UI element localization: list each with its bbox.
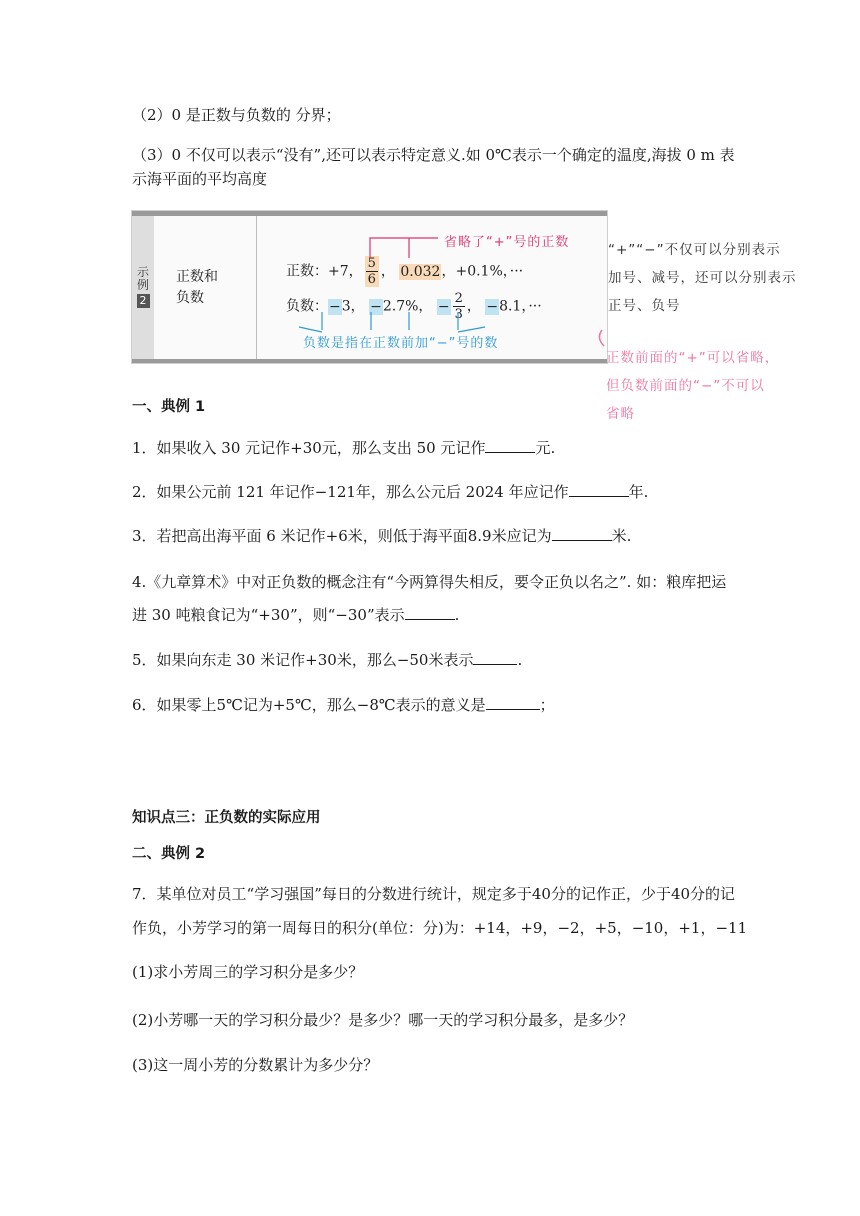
question-5-text: 5．如果向东走 30 米记作+30米，那么−50米表示 — [132, 651, 474, 669]
question-2 — [132, 482, 648, 502]
negative-sign-2: − — [370, 298, 382, 315]
example-tag-char-1: 示 — [136, 265, 149, 279]
blue-down-arrows — [322, 312, 458, 330]
question-2-end: 年. — [628, 483, 649, 501]
question-7-sub-1: (1)求小芳周三的学习积分是多少？ — [132, 963, 364, 981]
question-6-blank — [486, 695, 540, 710]
example-tag-number: 2 — [137, 294, 150, 308]
question-4-line-1: 4.《九章算术》中对正负数的概念注有“今两算得失相反，要令正负以名之”. 如：粮库把运 — [132, 573, 727, 591]
question-1-text: 1．如果收入 30 元记作+30元，那么支出 50 元记作 — [132, 439, 486, 457]
question-5-blank — [473, 650, 517, 665]
blue-bracket-ends — [299, 327, 485, 332]
example-title-line-2: 负数 — [176, 290, 204, 306]
pink-curve-mark — [599, 330, 604, 346]
section-1-heading: 一、典例 1 — [132, 399, 206, 415]
question-3 — [132, 526, 631, 546]
negative-fraction-numerator: 2 — [454, 291, 463, 306]
red-bracket-arrow — [370, 238, 438, 258]
question-7-sub-3: (3)这一周小芳的分数累计为多少分？ — [132, 1056, 379, 1074]
question-4-blank — [405, 605, 455, 620]
negative-sign-4: − — [486, 298, 499, 315]
negative-prefix: 负数： — [286, 298, 328, 315]
question-1-end: 元. — [535, 439, 556, 457]
negative-sign-1: − — [329, 298, 341, 315]
negative-fraction-denominator: 3 — [454, 307, 463, 322]
question-6 — [132, 695, 555, 715]
negative-item-4: 8.1，··· — [499, 298, 542, 315]
side-note-omit-line-1: 正数前面的“+”可以省略， — [606, 350, 780, 366]
side-note-signs-line-2: 加号、减号，还可以分别表示 — [608, 270, 797, 286]
intro-line-1: （2）0 是正数与负数的 分界； — [132, 106, 341, 124]
question-7-line-2: 作负，小芳学习的第一周每日的积分(单位：分)为：+14，+9，−2，+5，−10，+1，−11 — [132, 919, 748, 937]
question-7-line-1: 7．某单位对员工“学习强国”每日的分数进行统计，规定多于40分的记作正，少于40分的记 — [132, 885, 736, 903]
side-note-signs-line-1: “+”“−”不仅可以分别表示 — [608, 242, 781, 258]
question-4-text: 进 30 吨粮食记为“+30”，则“−30”表示 — [132, 606, 405, 624]
intro-line-3: 示海平面的平均高度 — [132, 170, 268, 188]
side-note-omit-line-2: 但负数前面的“−”不可以 — [606, 378, 765, 394]
question-3-text: 3．若把高出海平面 6 米记作+6米，则低于海平面8.9米应记为 — [132, 527, 552, 545]
side-note-signs — [608, 236, 797, 320]
side-note-omit — [606, 344, 779, 428]
negative-separator: ， — [466, 298, 481, 315]
negative-sign-3: − — [437, 298, 450, 315]
question-4-line-2 — [132, 605, 459, 625]
knowledge-point-heading: 知识点三：正负数的实际应用 — [132, 810, 321, 826]
positive-decimal: 0.032 — [400, 263, 441, 280]
question-4-end: . — [454, 606, 460, 624]
question-2-blank — [569, 482, 629, 497]
positive-prefix: 正数：+7， — [286, 263, 363, 280]
question-1 — [132, 438, 555, 458]
side-note-omit-line-3: 省略 — [606, 406, 635, 422]
intro-line-2: （3）0 不仅可以表示“没有”,还可以表示特定意义.如 0℃表示一个确定的温度,海拔 0 m 表 — [132, 146, 735, 164]
side-note-signs-line-3: 正号、负号 — [608, 298, 681, 314]
question-6-end: ； — [539, 696, 555, 714]
note-omitted-plus: 省略了“+”号的正数 — [444, 235, 570, 250]
question-1-blank — [485, 438, 535, 453]
question-7-sub-2: (2)小芳哪一天的学习积分最少？是多少？哪一天的学习积分最多，是多少？ — [132, 1011, 634, 1029]
positive-fraction-numerator: 5 — [367, 256, 376, 271]
example-tag-char-2: 例 — [136, 278, 149, 292]
negative-item-2: 2.7%， — [382, 298, 433, 315]
question-5 — [132, 650, 522, 670]
positive-fraction-denominator: 6 — [367, 272, 376, 287]
positive-rest: ，+0.1%，··· — [441, 263, 524, 280]
question-6-text: 6．如果零上5℃记为+5℃，那么−8℃表示的意义是 — [132, 696, 486, 714]
question-2-text: 2．如果公元前 121 年记作−121年，那么公元后 2024 年应记作 — [132, 483, 569, 501]
question-5-end: . — [517, 651, 523, 669]
section-2-heading: 二、典例 2 — [132, 846, 206, 862]
note-negative-definition: 负数是指在正数前加“−”号的数 — [303, 336, 499, 351]
negative-item-1: 3， — [341, 298, 365, 315]
question-3-blank — [552, 526, 612, 541]
question-3-end: 米. — [611, 527, 632, 545]
example-title-line-1: 正数和 — [176, 269, 218, 285]
positive-separator: ， — [380, 263, 395, 280]
